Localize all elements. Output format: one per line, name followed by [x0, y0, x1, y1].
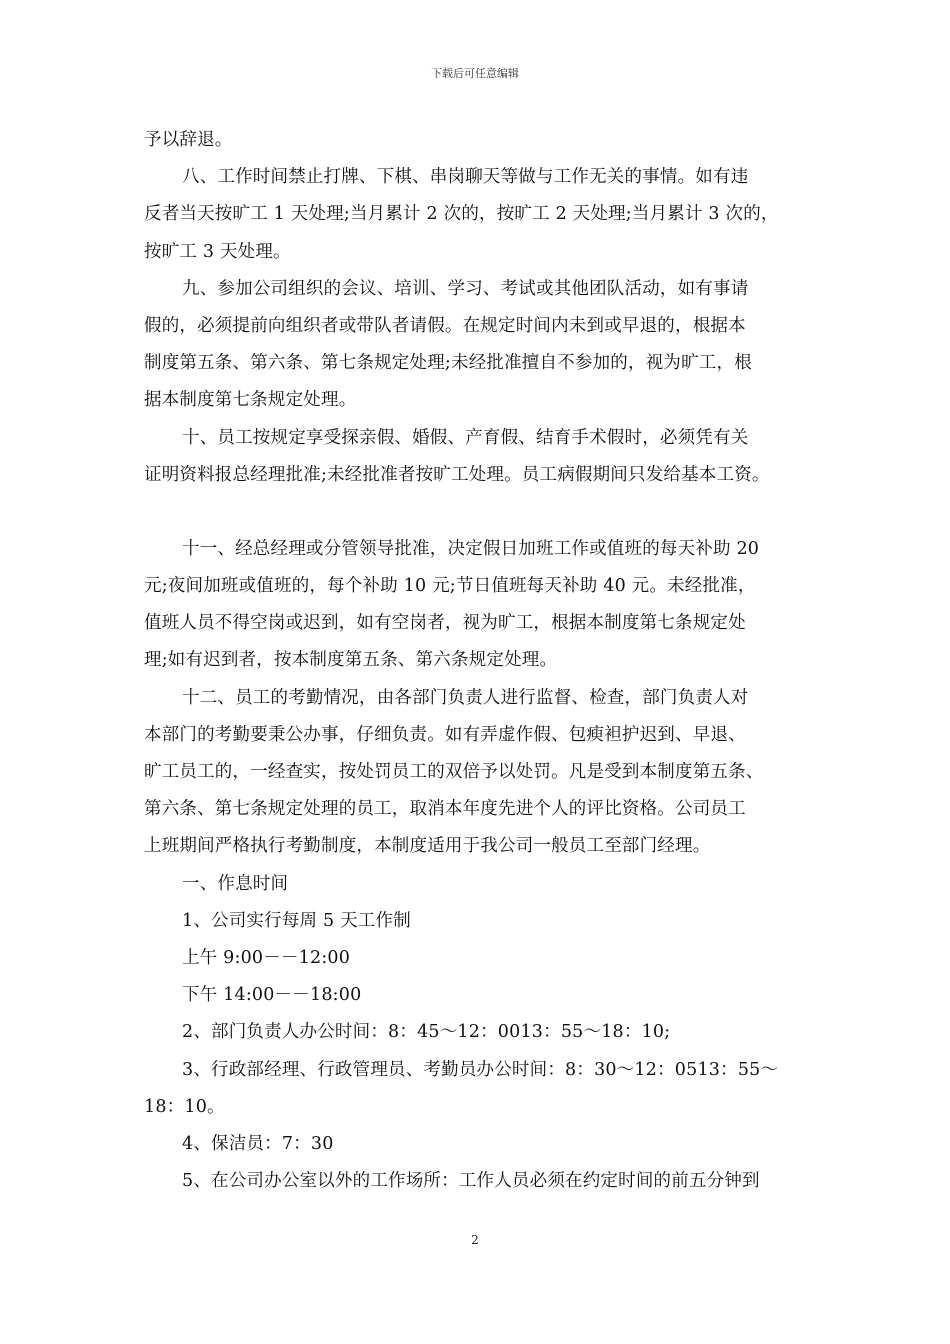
- paragraph-line: 证明资料报总经理批准;未经批准者按旷工处理。员工病假期间只发给基本工资。: [144, 464, 770, 485]
- paragraph-line: 反者当天按旷工 1 天处理;当月累计 2 次的，按旷工 2 天处理;当月累计 3 次的，: [144, 204, 779, 225]
- list-item: 5、在公司办公室以外的工作场所：工作人员必须在约定时间的前五分钟到: [182, 1171, 760, 1192]
- page-number: 2: [471, 1233, 479, 1247]
- list-item: 1、公司实行每周 5 天工作制: [182, 910, 411, 931]
- paragraph-line: 九、参加公司组织的会议、培训、学习、考试或其他团队活动，如有事请: [182, 278, 749, 299]
- paragraph-line: 按旷工 3 天处理。: [144, 241, 291, 262]
- list-item: 2、部门负责人办公时间：8：45～12：0013：55～18：10;: [182, 1022, 671, 1043]
- page-header-note: 下载后可任意编辑: [431, 67, 519, 80]
- paragraph-line: 十一、经总经理或分管领导批准，决定假日加班工作或值班的每天补助 20: [182, 538, 760, 559]
- paragraph-line: 制度第五条、第六条、第七条规定处理;未经批准擅自不参加的，视为旷工，根: [144, 353, 752, 374]
- paragraph-line: 十、员工按规定享受探亲假、婚假、产育假、结育手术假时，必须凭有关: [182, 427, 749, 448]
- paragraph-line: 元;夜间加班或值班的，每个补助 10 元;节日值班每天补助 40 元。未经批准，: [144, 576, 756, 597]
- paragraph-line: 据本制度第七条规定处理。: [144, 390, 357, 411]
- list-item: 3、行政部经理、行政管理员、考勤员办公时间：8：30～12：0513：55～: [182, 1059, 779, 1080]
- document-body: [144, 122, 816, 1200]
- paragraph-line: 旷工员工的，一经查实，按处罚员工的双倍予以处罚。凡是受到本制度第五条、: [144, 762, 764, 782]
- list-item: 4、保洁员：7：30: [182, 1133, 334, 1154]
- schedule-line: 下午 14:00－－18:00: [182, 985, 362, 1006]
- paragraph-line: 理;如有迟到者，按本制度第五条、第六条规定处理。: [144, 650, 558, 671]
- paragraph-line: 八、工作时间禁止打牌、下棋、串岗聊天等做与工作无关的事情。如有违: [182, 167, 749, 188]
- paragraph-line: 予以辞退。: [144, 130, 233, 150]
- paragraph-line: 第六条、第七条规定处理的员工，取消本年度先进个人的评比资格。公司员工: [144, 799, 746, 820]
- paragraph-line: 18：10。: [144, 1096, 225, 1117]
- paragraph-line: 假的，必须提前向组织者或带队者请假。在规定时间内未到或早退的，根据本: [144, 315, 746, 336]
- section-heading: 一、作息时间: [182, 873, 289, 894]
- paragraph-spacer: [144, 494, 816, 531]
- paragraph-line: 本部门的考勤要秉公办事，仔细负责。如有弄虚作假、包瘐袒护迟到、早退、: [144, 724, 746, 745]
- schedule-line: 上午 9:00－－12:00: [182, 947, 351, 968]
- paragraph-line: 值班人员不得空岗或迟到，如有空岗者，视为旷工，根据本制度第七条规定处: [144, 613, 746, 634]
- paragraph-line: 上班期间严格执行考勤制度，本制度适用于我公司一般员工至部门经理。: [144, 836, 711, 857]
- paragraph-line: 十二、员工的考勤情况，由各部门负责人进行监督、检查，部门负责人对: [182, 687, 749, 708]
